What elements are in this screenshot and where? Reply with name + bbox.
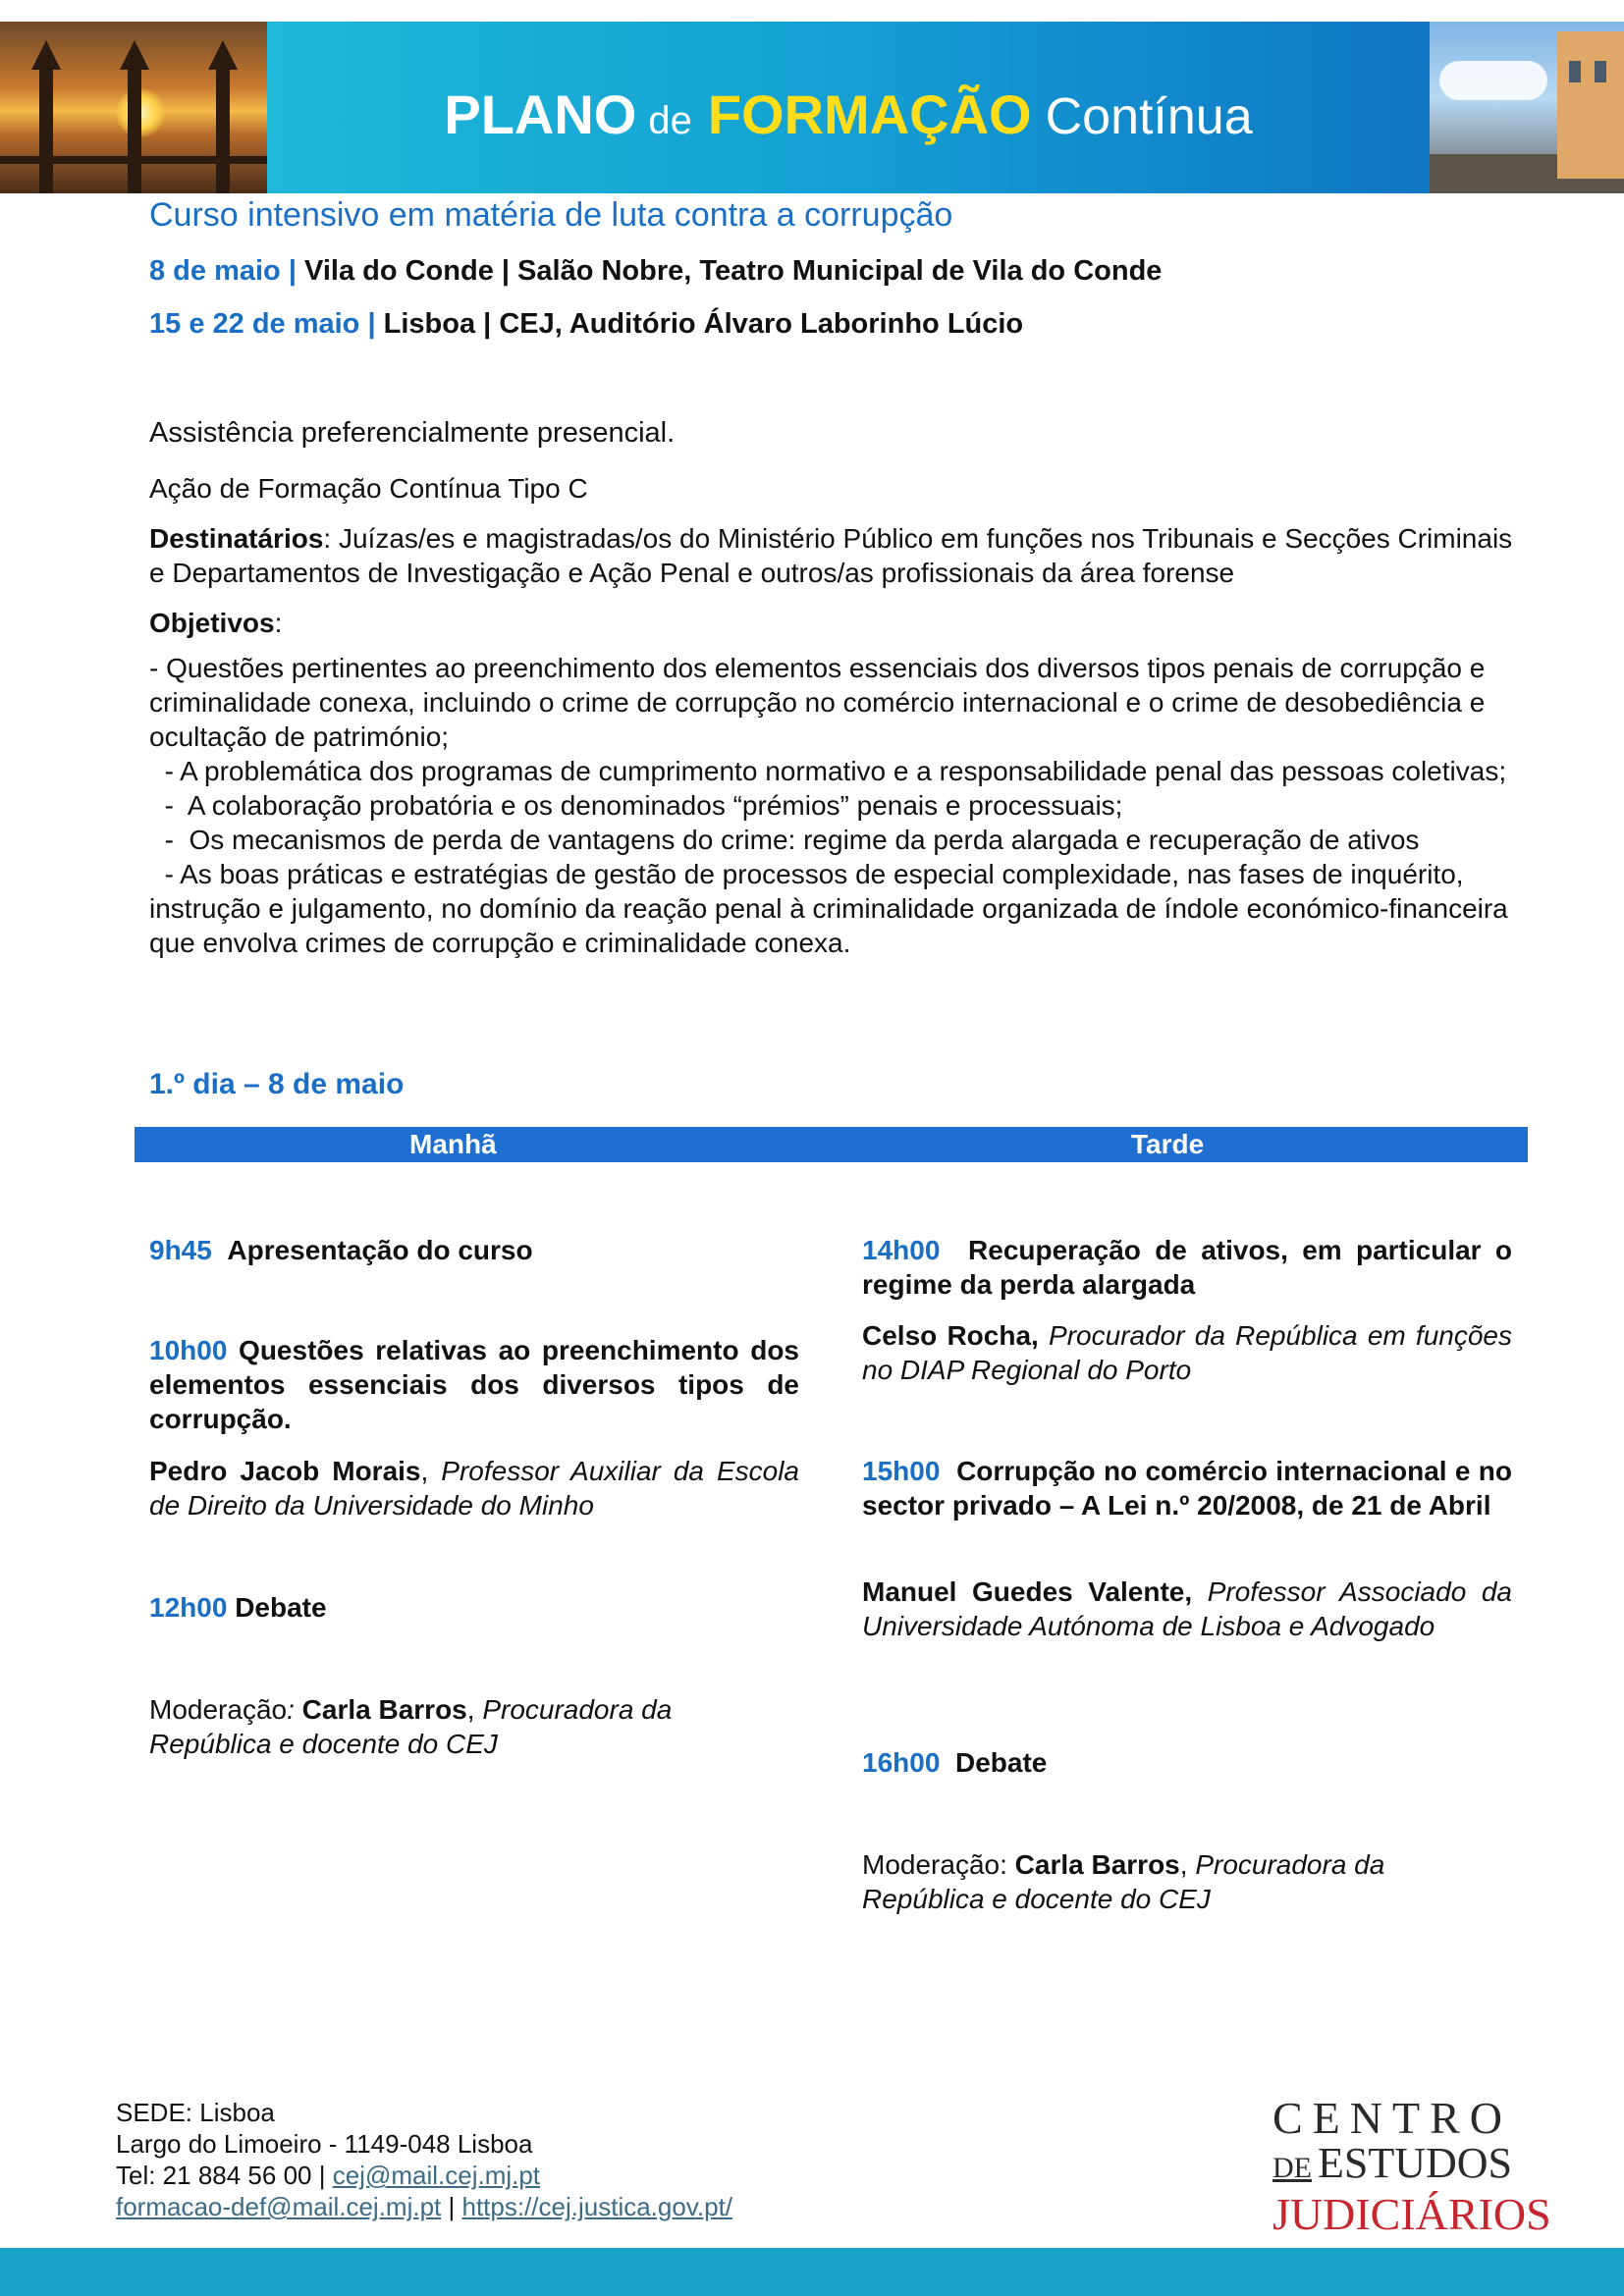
afternoon-item-2: 15h00 Corrupção no comércio internacional e no sector privado – A Lei n.º 20/2008, de 21 de Abril <box>862 1456 1512 1521</box>
action-type: Ação de Formação Contínua Tipo C <box>149 473 588 504</box>
objective-item: - A colaboração probatória e os denominados “prémios” penais e processuais; <box>149 790 1123 821</box>
building-photo <box>1430 22 1624 193</box>
audience: Destinatários: Juízas/es e magistradas/os do Ministério Público em funções nos Tribunais e Secções Criminais e Departamentos de Investigação e Ação Penal e outros/as profissionais da área forense <box>149 523 1513 588</box>
objectives-list <box>149 651 1514 960</box>
banner <box>0 22 1624 193</box>
morning-item-3: 12h00 Debate <box>149 1592 327 1623</box>
morning-moderation: Moderação: Carla Barros, Procuradora da República e docente do CEJ <box>149 1694 673 1759</box>
afternoon-header: Tarde <box>1131 1129 1205 1159</box>
morning-item-2: 10h00 Questões relativas ao preenchimento dos elementos essenciais dos diversos tipos de corrupção. <box>149 1335 799 1434</box>
afternoon-item-3: 16h00 Debate <box>862 1747 1048 1778</box>
afternoon-speaker-2: Manuel Guedes Valente, Professor Associado da Universidade Autónoma de Lisboa e Advogado <box>862 1576 1512 1641</box>
banner-title-panel <box>267 22 1430 193</box>
objective-item: - A problemática dos programas de cumprimento normativo e a responsabilidade penal das pessoas coletivas; <box>149 756 1507 786</box>
session-line-1: 8 de maio | Vila do Conde | Salão Nobre, Teatro Municipal de Vila do Conde <box>149 255 1163 287</box>
footer-address: Largo do Limoeiro - 1149-048 Lisboa <box>116 2129 533 2159</box>
training-email-link[interactable]: formacao-def@mail.cej.mj.pt <box>116 2192 442 2221</box>
sunset-photo <box>0 22 267 193</box>
morning-speaker-1: Pedro Jacob Morais, Professor Auxiliar da Escola de Direito da Universidade do Minho <box>149 1456 799 1521</box>
website-link[interactable]: https://cej.justica.gov.pt/ <box>461 2192 733 2221</box>
footer-bar <box>0 2248 1624 2296</box>
morning-item-1: 9h45 Apresentação do curso <box>149 1235 533 1265</box>
footer-links-line: formacao-def@mail.cej.mj.pt | https://cej.justica.gov.pt/ <box>116 2192 733 2221</box>
objective-item: - Questões pertinentes ao preenchimento dos elementos essenciais dos diversos tipos penais de corrupção e criminalidade conexa, incluindo o crime de corrupção no comércio internacional e o crime de desobediência e ocultação de património; <box>149 653 1493 752</box>
morning-header: Manhã <box>409 1129 497 1159</box>
footer-headquarters: SEDE: Lisboa <box>116 2098 275 2127</box>
email-link[interactable]: cej@mail.cej.mj.pt <box>332 2161 541 2190</box>
contact-info <box>116 2097 732 2222</box>
schedule-header <box>135 1127 1528 1162</box>
afternoon-moderation: Moderação: Carla Barros, Procuradora da República e docente do CEJ <box>862 1849 1385 1914</box>
afternoon-speaker-1: Celso Rocha, Procurador da República em funções no DIAP Regional do Porto <box>862 1320 1512 1385</box>
course-title: Curso intensivo em matéria de luta contra a corrupção <box>149 196 953 234</box>
cej-logo: CENTRO DE ESTUDOS JUDICIÁRIOS <box>1272 2093 1551 2239</box>
session-line-2: 15 e 22 de maio | Lisboa | CEJ, Auditório Álvaro Laborinho Lúcio <box>149 308 1024 340</box>
attendance-note: Assistência preferencialmente presencial. <box>149 417 676 449</box>
objective-item: - Os mecanismos de perda de vantagens do crime: regime da perda alargada e recuperação de ativos <box>149 825 1420 855</box>
footer-phone-line: Tel: 21 884 56 00 | cej@mail.cej.mj.pt <box>116 2161 541 2190</box>
banner-title: PLANO de FORMAÇÃO Contínua <box>444 83 1253 145</box>
afternoon-item-1: 14h00 Recuperação de ativos, em particular o regime da perda alargada <box>862 1235 1512 1300</box>
objectives-label: Objetivos: <box>149 608 283 638</box>
day-heading: 1.º dia – 8 de maio <box>149 1068 405 1100</box>
objective-item: - As boas práticas e estratégias de gestão de processos de especial complexidade, nas fases de inquérito, instrução e julgamento, no domínio da reação penal à criminalidade organizada de índole económico-financeira que envolva crimes de corrupção e criminalidade conexa. <box>149 859 1516 958</box>
